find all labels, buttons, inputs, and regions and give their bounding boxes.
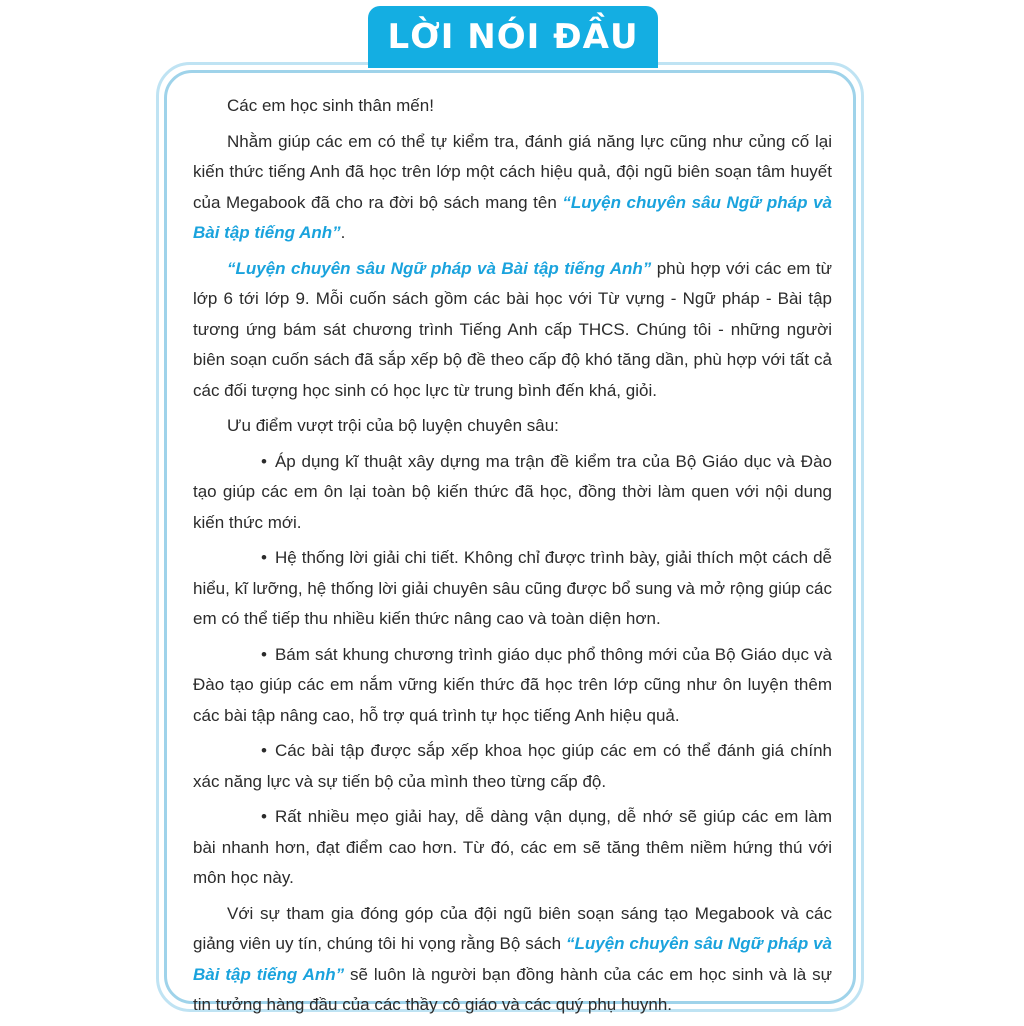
list-item: [193, 736, 832, 797]
paragraph-description: [193, 254, 832, 407]
bullet-icon: •: [261, 451, 267, 471]
bullet-icon: •: [261, 644, 267, 664]
paragraph-closing-end: sẽ luôn là người bạn đồng hành của các em học sinh và là sự tin tưởng hàng đầu của các thầy cô giáo và các quý phụ huynh.: [193, 964, 832, 1014]
list-item-text: Bám sát khung chương trình giáo dục phổ thông mới của Bộ Giáo dục và Đào tạo giúp các em nắm vững kiến thức đã học trên lớp cũng như ôn luyện thêm các bài tập nâng cao, hỗ trợ quá trình tự học tiếng Anh hiệu quả.: [193, 644, 832, 725]
list-item-text: Rất nhiều mẹo giải hay, dễ dàng vận dụng, dễ nhớ sẽ giúp các em làm bài nhanh hơn, đạt điểm cao hơn. Từ đó, các em sẽ tăng thêm niềm hứng thú với môn học này.: [193, 807, 832, 887]
list-item-text: Các bài tập được sắp xếp khoa học giúp các em có thể đánh giá chính xác năng lực và sự tiến bộ của mình theo từng cấp độ.: [193, 741, 832, 791]
list-item: [193, 543, 832, 635]
preface-body: [193, 91, 832, 1026]
bullet-icon: •: [261, 741, 267, 760]
list-item-text: Hệ thống lời giải chi tiết. Không chỉ được trình bày, giải thích một cách dễ hiểu, kĩ lưỡng, hệ thống lời giải chuyên sâu cũng được bổ sung và mở rộng giúp các em có thể tiếp thu nhiều kiến thức nâng cao và toàn diện hơn.: [193, 548, 832, 628]
paragraph-intro-end: .: [340, 223, 346, 242]
book-title-highlight: “Luyện chuyên sâu Ngữ pháp và Bài tập tiếng Anh”: [193, 192, 832, 242]
greeting: Các em học sinh thân mến!: [227, 96, 434, 115]
list-item: [193, 802, 832, 894]
bullet-icon: •: [261, 807, 267, 826]
list-item: [193, 640, 832, 732]
paragraph-closing: [193, 899, 832, 1021]
page-title: LỜI NÓI ĐẦU: [387, 17, 639, 57]
bullet-icon: •: [261, 548, 267, 567]
book-title-highlight: “Luyện chuyên sâu Ngữ pháp và Bài tập tiếng Anh”: [227, 258, 652, 278]
paragraph-description-text: phù hợp với các em từ lớp 6 tới lớp 9. Mỗi cuốn sách gồm các bài học với Từ vựng - Ngữ pháp - Bài tập tương ứng bám sát chương trình Tiếng Anh cấp THCS. Chúng tôi - những người biên soạn cuốn sách đã sắp xếp bộ đề theo cấp độ khó tăng dần, phù hợp với tất cả các đối tượng học sinh có học lực từ trung bình đến khá, giỏi.: [193, 258, 833, 400]
paragraph-closing-text: Với sự tham gia đóng góp của đội ngũ biên soạn sáng tạo Megabook và các giảng viên uy tín, chúng tôi hi vọng rằng Bộ sách: [193, 903, 832, 953]
paragraph-intro: [193, 127, 832, 249]
book-title-highlight: “Luyện chuyên sâu Ngữ pháp và Bài tập tiếng Anh”: [193, 934, 832, 984]
advantages-intro: Ưu điểm vượt trội của bộ luyện chuyên sâu:: [227, 416, 559, 435]
list-item: [193, 447, 832, 539]
paragraph-intro-text: Nhằm giúp các em có thể tự kiểm tra, đánh giá năng lực cũng như củng cố lại kiến thức tiếng Anh đã học trên lớp một cách hiệu quả, đội ngũ biên soạn tâm huyết của Megabook đã cho ra đời bộ sách mang tên: [193, 131, 832, 212]
title-banner: [368, 6, 658, 68]
list-item-text: Áp dụng kĩ thuật xây dựng ma trận đề kiểm tra của Bộ Giáo dục và Đào tạo giúp các em ôn lại toàn bộ kiến thức đã học, đồng thời làm quen với nội dung kiến thức mới.: [193, 451, 832, 532]
